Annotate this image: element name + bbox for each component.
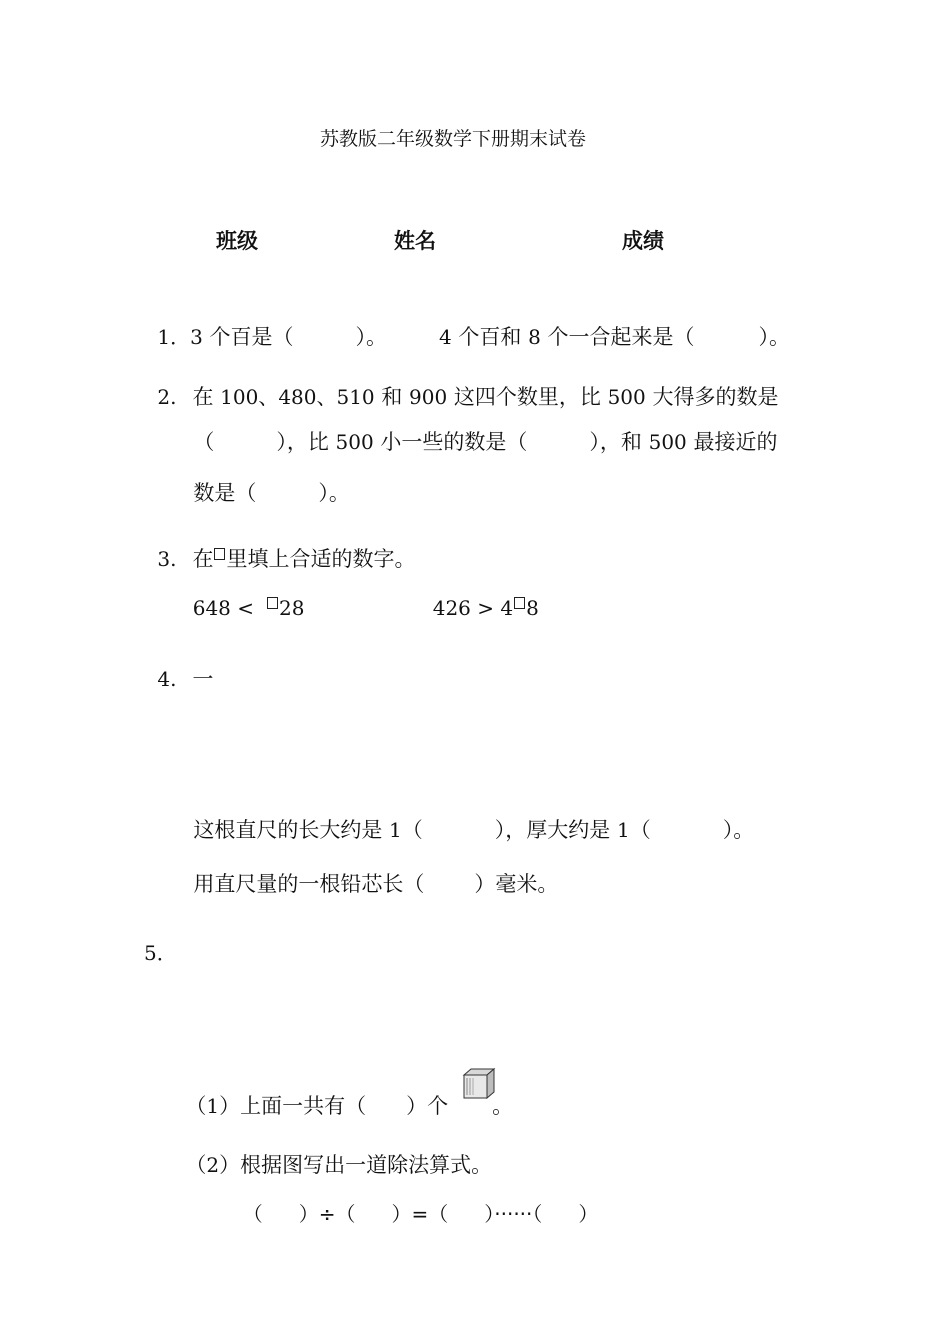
q2-text: 这四个数里，比 (447, 385, 608, 409)
q5-text: （ (185, 1094, 207, 1118)
question-number: 1． (157, 325, 191, 349)
question-3 (144, 527, 415, 570)
question-5-sub-2 (172, 1134, 492, 1176)
q4-text: ），厚大约是 (494, 818, 617, 842)
q5-text: （ (185, 1153, 207, 1177)
page-title: 苏教版二年级数学下册期末试卷 (320, 128, 587, 150)
question-number: 3. (157, 547, 177, 571)
division-formula (230, 1184, 598, 1224)
cube-icon (462, 1067, 496, 1099)
q4-text: ）毫米。 (474, 872, 559, 896)
q4-text: 这根直尺的长大约是 (193, 818, 390, 842)
q2-num: 500 (607, 385, 646, 409)
q3-expression-2 (420, 577, 539, 618)
q1-num-a: 3 (190, 325, 203, 349)
name-label: 姓名 (394, 229, 436, 253)
q5-text: ）上面一共有（ (219, 1094, 367, 1118)
question-number: 2. (157, 385, 177, 409)
question-4-line-1 (180, 799, 754, 841)
q2-text: 大得多的数是 (645, 385, 779, 409)
q3-expr-text: 8 (526, 596, 539, 620)
q4-text: ）。 (722, 818, 755, 842)
q3-expr-text: 28 (279, 596, 305, 620)
q1-text-d: 个一合起来是（ (540, 325, 695, 349)
q5-text: ）根据图写出一道除法算式。 (219, 1153, 493, 1177)
q2-num: 100、480、510 (220, 385, 375, 409)
q3-expr-text: 426 > 4 (432, 596, 514, 620)
q1-text-c: 个百和 (451, 325, 529, 349)
q3-blank-box-1[interactable] (267, 597, 278, 609)
q4-text: （ (629, 818, 651, 842)
question-5: 5． (144, 941, 177, 965)
question-2-line-3 (180, 462, 350, 504)
class-label: 班级 (216, 229, 258, 253)
q2-text: 在 (192, 385, 221, 409)
q1-text-e: ）。 (758, 325, 791, 349)
q3-text: 在 (192, 547, 214, 571)
q2-text: ），和 (589, 430, 649, 454)
q5-num: 2 (206, 1153, 220, 1177)
q2-text: 和 (374, 385, 410, 409)
q5-num: 1 (206, 1094, 220, 1118)
blank-box-icon (214, 548, 225, 560)
formula-text: （ (242, 1202, 263, 1226)
q5-text: ）个 (406, 1094, 449, 1118)
q4-mark: 一 (192, 667, 214, 691)
q2-text: 数是（ (193, 481, 257, 505)
question-number: 4. (157, 667, 177, 691)
question-4 (144, 648, 213, 690)
q2-text: ）。 (318, 481, 350, 505)
q2-text: 最接近的 (686, 430, 778, 454)
score-label: 成绩 (622, 229, 664, 253)
q2-text: 小一些的数是（ (373, 430, 528, 454)
formula-text: ） (578, 1202, 599, 1226)
question-1 (144, 306, 790, 348)
q4-num: 1 (616, 818, 630, 842)
q2-num: 900 (409, 385, 448, 409)
q2-num: 500 (648, 430, 687, 454)
q2-text: ），比 (276, 430, 336, 454)
formula-text: ）÷（ (298, 1202, 356, 1226)
q5-text: 。 (492, 1094, 514, 1118)
q1-text-a: 个百是（ (202, 325, 294, 349)
q2-num: 500 (335, 430, 374, 454)
q2-text: （ (193, 430, 215, 454)
q3-blank-box-2[interactable] (514, 597, 525, 609)
question-2-line-2 (180, 411, 777, 453)
q1-text-b: ）。 (355, 325, 388, 349)
q3-expr-text: 648 < (192, 596, 255, 620)
q1-num-c: 8 (528, 325, 541, 349)
q4-text: （ (401, 818, 423, 842)
question-2-line-1 (144, 366, 778, 408)
q1-num-b: 4 (439, 325, 452, 349)
q4-text: 用直尺量的一根铅芯长（ (193, 872, 425, 896)
formula-text: ）=（ (391, 1202, 449, 1226)
question-4-line-2 (180, 853, 558, 895)
formula-text: ）······（ (484, 1202, 543, 1226)
q3-text: 里填上合适的数字。 (226, 547, 416, 571)
q4-num: 1 (389, 818, 402, 842)
q3-expression-1 (180, 577, 304, 618)
